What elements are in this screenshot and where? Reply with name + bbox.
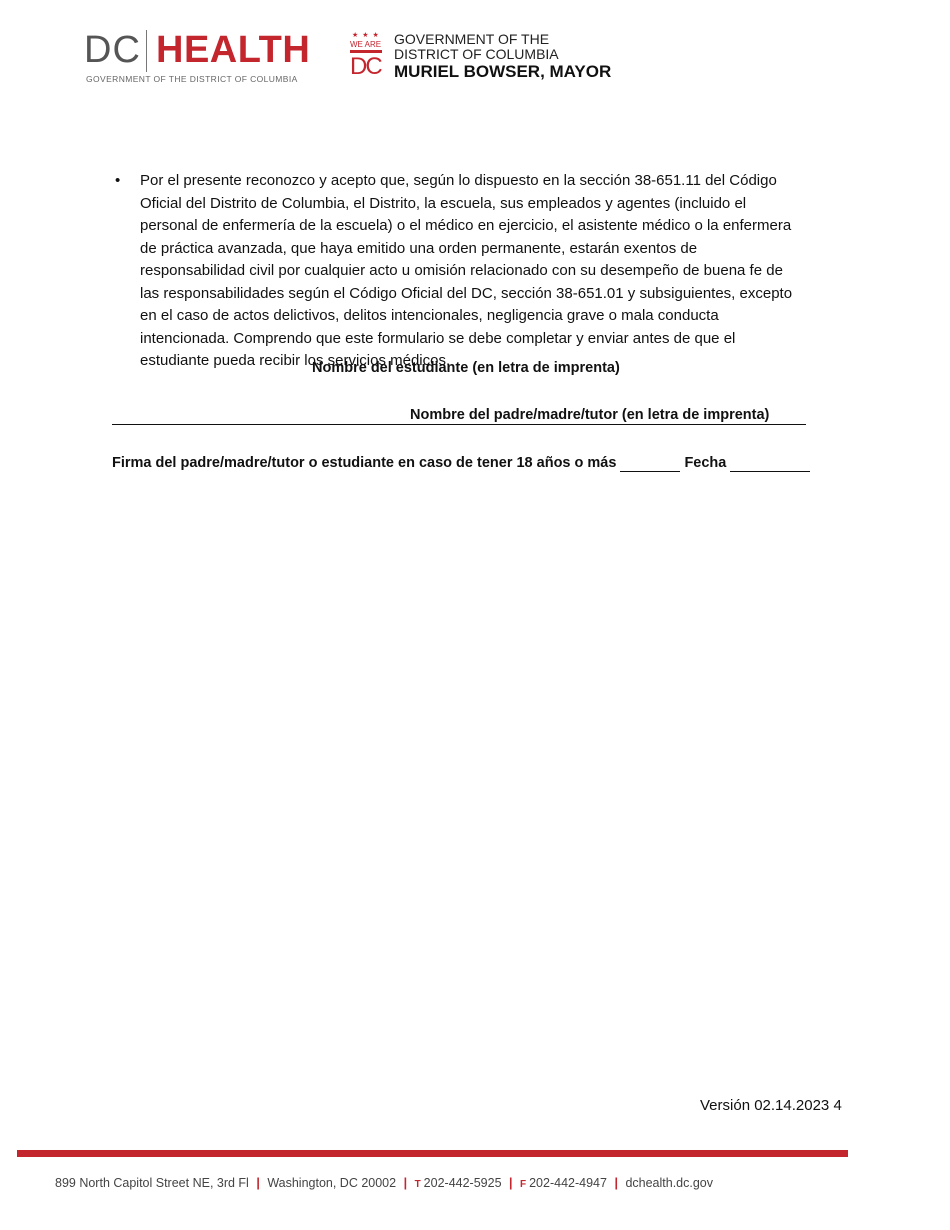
paragraph-line: estudiante pueda recibir los servicios médicos. [140, 352, 451, 369]
separator: | [403, 1176, 408, 1190]
footer-fax: 202-442-4947 [529, 1176, 607, 1190]
separator: | [509, 1176, 513, 1190]
student-name-field[interactable] [112, 409, 410, 425]
date-label: Fecha [684, 455, 727, 471]
paragraph-line: de práctica avanzada, que haya emitido una orden permanente, estarán exentos de [140, 239, 698, 257]
version-text: Versión 02.14.2023 4 [700, 1097, 842, 1114]
date-group [684, 454, 810, 472]
name-fields-row [112, 406, 806, 425]
gov-line-1: GOVERNMENT OF THE [394, 31, 550, 47]
paragraph-line: personal de enfermería de la escuela) o el médico en ejercicio, el asistente médico o la enfermera [140, 217, 792, 234]
paragraph-line: responsabilidad civil por cualquier acto u omisión relacionado con su desempeño de buena fe de [140, 262, 783, 279]
footer-website-link[interactable]: dchealth.dc.gov [625, 1176, 713, 1190]
we-are-washington-dc-badge [350, 32, 388, 80]
student-name-label: Nombre del estudiante (en letra de imprenta) [312, 360, 620, 376]
footer-contact [55, 1176, 713, 1190]
we-are-text: WE ARE [350, 40, 382, 49]
paragraph-line: en el caso de actos delictivos, delitos intencionales, negligencia grave o mala conducta [140, 307, 719, 324]
signature-row [112, 454, 912, 472]
liability-paragraph [140, 170, 792, 373]
logo-subtitle: GOVERNMENT OF THE DISTRICT OF COLUMBIA [86, 74, 298, 84]
badge-dc: DC [350, 53, 381, 80]
paragraph-line: intencionada. Comprendo que este formulario se debe completar y enviar antes de que el [140, 329, 736, 347]
logo-health: HEALTH [156, 29, 311, 71]
logo-dc: DC [84, 29, 141, 71]
footer-city: Washington, DC 20002 [267, 1176, 397, 1190]
mayor-name: MURIEL BOWSER, MAYOR [394, 62, 612, 81]
footer-phone: 202-442-5925 [423, 1176, 502, 1190]
separator: | [614, 1176, 618, 1190]
gov-line-2: DISTRICT OF COLUMBIA [394, 46, 559, 62]
signature-label: Firma del padre/madre/tutor o estudiante en caso de tener 18 años o más [112, 455, 617, 471]
separator: | [256, 1176, 260, 1190]
stars-icon: ★ ★ ★ [352, 32, 380, 39]
parent-name-field[interactable] [769, 409, 806, 425]
signature-field[interactable] [620, 456, 680, 472]
paragraph-line: Oficial del Distrito de Columbia, el Distrito, la escuela, sus empleados y agentes (incluido el [140, 194, 747, 212]
date-field[interactable] [730, 456, 810, 472]
phone-label: T [414, 1179, 421, 1190]
paragraph-line: Por el presente reconozco y acepto que, según lo dispuesto en la sección 38-651.11 del Código [140, 172, 777, 189]
fax-label: F [520, 1179, 527, 1190]
footer-divider [17, 1150, 848, 1157]
parent-name-label: Nombre del padre/madre/tutor (en letra de imprenta) [410, 407, 770, 423]
footer-address: 899 North Capitol Street NE, 3rd Fl [55, 1176, 249, 1190]
paragraph-line: las responsabilidades según el Código Oficial del DC, sección 38-651.01 y subsiguientes, excepto [140, 284, 793, 302]
logo-divider [146, 30, 147, 72]
bullet-icon: • [115, 172, 121, 189]
